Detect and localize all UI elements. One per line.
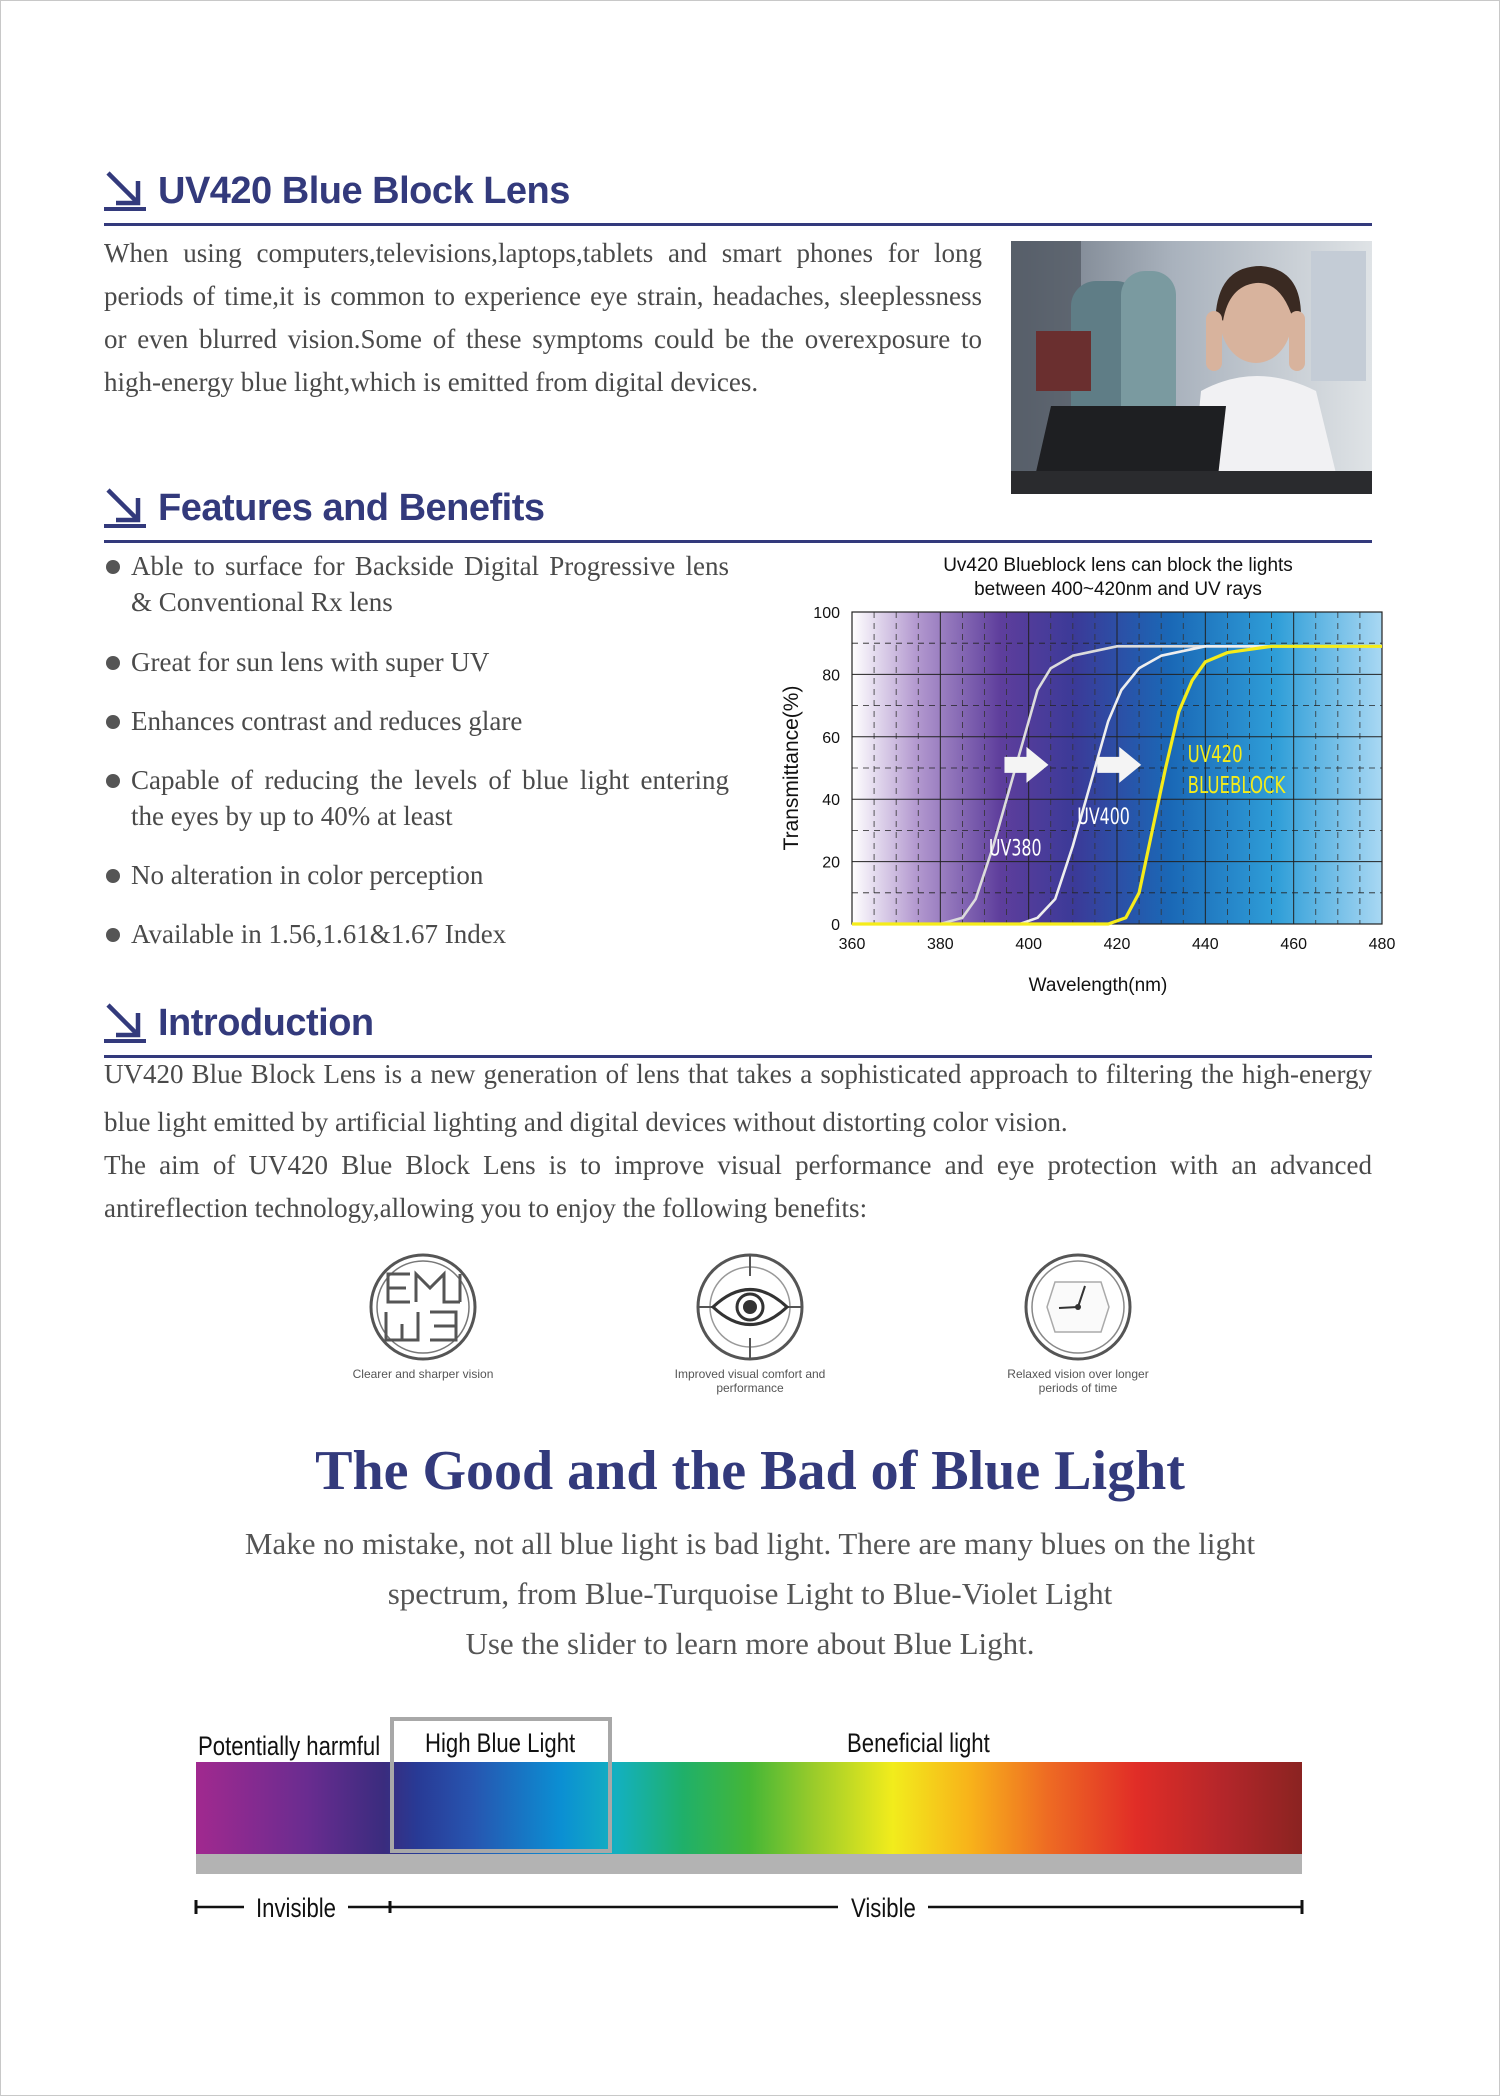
visibility-scale	[190, 1892, 1310, 1922]
feature-item: Available in 1.56,1.61&1.67 Index	[104, 916, 729, 952]
label-invisible: Invisible	[256, 1893, 336, 1923]
y-tick-label: 0	[831, 917, 840, 934]
intro-paragraph-1: UV420 Blue Block Lens is a new generation of lens that takes a sophisticated approach to filtering the high-energy blue light emitted by artificial lighting and digital devices without distorting color vision.	[104, 1059, 1372, 1137]
chart-title-line1: Uv420 Blueblock lens can block the lights	[943, 555, 1293, 576]
feature-item: Enhances contrast and reduces glare	[104, 703, 729, 739]
y-tick-label: 80	[822, 667, 840, 685]
blue-light-title: The Good and the Bad of Blue Light	[315, 1440, 1185, 1502]
x-tick-label: 440	[1191, 936, 1219, 953]
annotation-label: UV420	[1187, 739, 1243, 768]
y-tick-label: 60	[822, 729, 840, 747]
x-tick-label: 420	[1103, 936, 1131, 953]
uv420-description: When using computers,televisions,laptops,tablets and smart phones for long periods of time,it is common to experience eye strain, headaches, sleeplessness or even blurred vision.Some of these symptoms could be the overexposure to high-energy blue light,which is emitted from digital devices.	[104, 238, 982, 397]
arrow-down-right-icon	[104, 169, 146, 211]
x-tick-label: 480	[1368, 936, 1396, 953]
features-list	[104, 548, 729, 952]
label-high-blue-light: High Blue Light	[425, 1728, 576, 1758]
x-axis-label: Wavelength(nm)	[1028, 975, 1168, 996]
y-tick-label: 40	[822, 792, 840, 810]
section-header-introduction	[104, 995, 1372, 1058]
label-potentially-harmful: Potentially harmful	[198, 1731, 381, 1761]
high-blue-light-slider[interactable]	[390, 1717, 612, 1853]
feature-item: Capable of reducing the levels of blue light entering the eyes by up to 40% at least	[104, 762, 729, 834]
section-title: Features and Benefits	[158, 487, 545, 529]
section-title: Introduction	[158, 1002, 374, 1044]
benefit-clearer	[313, 1252, 533, 1381]
feature-item: Able to surface for Backside Digital Progressive lens & Conventional Rx lens	[104, 548, 729, 620]
x-tick-label: 400	[1015, 936, 1043, 953]
em-icon	[368, 1252, 478, 1362]
annotation-label: UV380	[988, 834, 1042, 862]
section-title: UV420 Blue Block Lens	[158, 170, 570, 212]
label-beneficial-light: Beneficial light	[847, 1728, 990, 1758]
arrow-down-right-icon	[104, 1001, 146, 1043]
spectrum-base-band	[196, 1854, 1302, 1874]
x-tick-label: 460	[1280, 936, 1308, 953]
benefit-caption: Clearer and sharper vision	[352, 1367, 494, 1381]
annotation-label: BLUEBLOCK	[1187, 771, 1286, 799]
y-tick-label: 100	[813, 605, 840, 622]
arrow-down-right-icon	[104, 486, 146, 528]
y-tick-label: 20	[822, 854, 840, 872]
benefit-relaxed	[978, 1252, 1178, 1395]
light-spectrum-bar	[196, 1762, 1302, 1854]
intro-paragraph-2: The aim of UV420 Blue Block Lens is to improve visual performance and eye protection with an advanced antireflection technology,allowing you to enjoy the following benefits:	[104, 1150, 1372, 1223]
transmittance-chart	[770, 545, 1440, 1005]
blue-light-line-2: spectrum, from Blue-Turquoise Light to Blue-Violet Light	[387, 1576, 1113, 1611]
benefit-comfort	[650, 1252, 850, 1395]
feature-item: No alteration in color perception	[104, 857, 729, 893]
x-tick-label: 380	[926, 936, 954, 953]
annotation-label: UV400	[1077, 803, 1130, 830]
chart-title-line2: between 400~420nm and UV rays	[974, 579, 1262, 600]
blue-light-line-1: Make no mistake, not all blue light is bad light. There are many blues on the light	[244, 1526, 1256, 1561]
feature-item: Great for sun lens with super UV	[104, 644, 729, 680]
benefit-caption: Improved visual comfort and performance	[674, 1367, 826, 1395]
section-header-features	[104, 480, 1372, 543]
y-axis-label: Transmittance(%)	[780, 685, 803, 851]
blue-light-line-3: Use the slider to learn more about Blue Light.	[465, 1626, 1035, 1661]
label-visible: Visible	[851, 1893, 916, 1923]
benefit-caption: Relaxed vision over longer periods of time	[1007, 1367, 1149, 1395]
eye-icon	[695, 1252, 805, 1362]
office-photo	[1011, 241, 1372, 494]
clock-icon	[1023, 1252, 1133, 1362]
x-tick-label: 360	[838, 936, 866, 953]
section-header-uv420	[104, 163, 1372, 226]
